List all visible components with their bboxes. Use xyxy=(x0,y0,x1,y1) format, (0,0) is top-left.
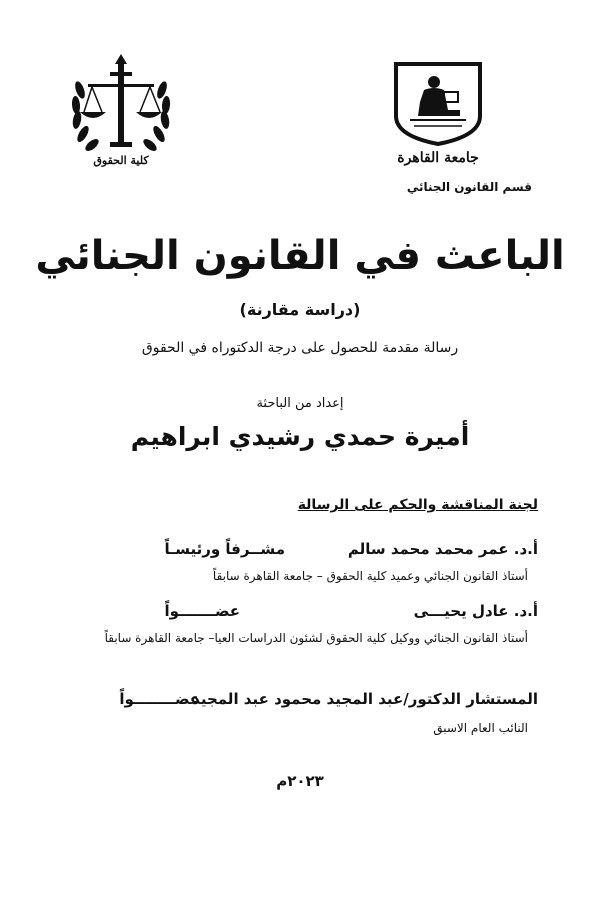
university-crest-icon xyxy=(378,58,498,168)
committee-member-name: أ.د. عمر محمد محمد سالم xyxy=(347,540,538,558)
committee-member-description: أستاذ القانون الجنائي وعميد كلية الحقوق – جامعة القاهرة سابقاً xyxy=(212,569,528,583)
committee-member-description: أستاذ القانون الجنائي ووكيل كلية الحقوق لشئون الدراسات العيا– جامعة القاهرة سابقاً xyxy=(104,631,528,645)
scales-of-justice-icon xyxy=(66,50,176,170)
committee-member-role: عضــــــــواً xyxy=(119,690,200,708)
committee-member-role: عضـــــــواً xyxy=(164,602,240,620)
submission-year: ٢٠٢٣م xyxy=(276,772,324,790)
thesis-purpose: رسالة مقدمة للحصول على درجة الدكتوراه في الحقوق xyxy=(141,340,459,356)
study-type: (دراسة مقارنة) xyxy=(239,300,361,319)
department-name: قسم القانون الجنائي xyxy=(406,180,532,194)
prepared-by-label: إعداد من الباحثة xyxy=(256,396,344,411)
cairo-university-logo xyxy=(378,58,498,168)
faculty-of-law-logo xyxy=(66,50,176,170)
committee-member-name: المستشار الدكتور/عبد المجيد محمود عبد المجيد xyxy=(192,690,538,708)
committee-member-description: النائب العام الاسبق xyxy=(433,721,528,735)
committee-member-role: مشــرفاً ورئيسـاً xyxy=(164,540,285,558)
university-logo-text: جامعة القاهرة xyxy=(397,150,479,166)
committee-member-name: أ.د. عادل يحيـــى xyxy=(413,602,538,620)
thesis-title: الباعث في القانون الجنائي xyxy=(35,233,565,279)
committee-heading: لجنة المناقشة والحكم على الرسالة xyxy=(297,497,538,513)
faculty-logo-text: كلية الحقوق xyxy=(93,154,149,167)
researcher-name: أميرة حمدي رشيدي ابراهيم xyxy=(130,422,470,451)
